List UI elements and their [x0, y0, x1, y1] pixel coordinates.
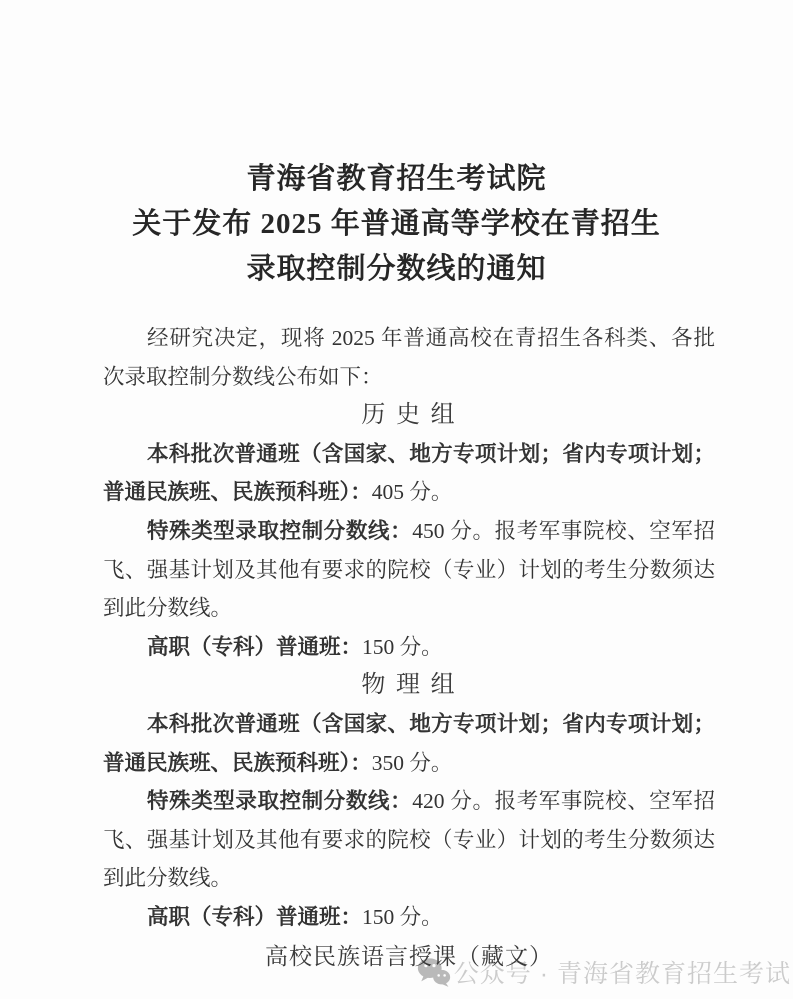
- physics-benke-line-1: [103, 705, 715, 744]
- history-benke-line-1: [103, 435, 715, 474]
- line-regular-text: 飞、强基计划及其他有要求的院校（专业）计划的考生分数须达: [103, 557, 715, 582]
- heading-text: 物 理 组: [361, 671, 457, 699]
- history-benke-line-2: [103, 473, 715, 512]
- section-heading-physics: [103, 666, 715, 705]
- physics-special-line-3: [103, 859, 715, 898]
- score-value: 420 分。报考军事院校、空军招: [412, 789, 715, 814]
- title-line-3: 录取控制分数线的通知: [246, 253, 547, 285]
- line-regular-text: 经研究决定，现将 2025 年普通高校在青招生各科类、各批: [147, 326, 715, 350]
- line-regular-text: 到此分数线。: [103, 596, 233, 621]
- heading-text: 历 史 组: [361, 401, 457, 429]
- line-bold-text: 普通民族班、民族预科班）：: [103, 480, 372, 505]
- score-value: 405 分。: [371, 480, 453, 505]
- score-value: 450 分。报考军事院校、空军招: [412, 518, 715, 543]
- physics-gaozhi-line: [103, 898, 715, 937]
- physics-special-line-2: [103, 821, 715, 860]
- history-special-line-2: [103, 551, 715, 590]
- line-bold-text: 高职（专科）普通班：: [147, 634, 363, 659]
- heading-text: 高校民族语言授课（藏文）: [265, 942, 553, 969]
- score-value: 350 分。: [371, 750, 453, 775]
- line-regular-text: 次录取控制分数线公布如下：: [103, 364, 383, 389]
- line-bold-text: 特殊类型录取控制分数线：: [147, 789, 413, 814]
- line-bold-text: 普通民族班、民族预科班）：: [103, 750, 372, 775]
- title-line-2: 关于发布 2025 年普通高等学校在青招生: [132, 208, 661, 240]
- intro-line-2: [103, 358, 715, 397]
- history-gaozhi-line: [103, 628, 715, 667]
- physics-special-line-1: [103, 782, 715, 821]
- line-bold-text: 本科批次普通班（含国家、地方专项计划；省内专项计划；: [147, 711, 715, 736]
- history-special-line-1: [103, 512, 715, 551]
- score-value: 150 分。: [362, 634, 443, 659]
- line-bold-text: 本科批次普通班（含国家、地方专项计划；省内专项计划；: [147, 441, 715, 466]
- watermark-text: 公众号 · 青海省教育招生考试: [453, 960, 791, 988]
- title-line-1: 青海省教育招生考试院: [246, 163, 547, 195]
- intro-line-1: [103, 319, 715, 358]
- line-regular-text: 到此分数线。: [103, 866, 233, 891]
- line-regular-text: 飞、强基计划及其他有要求的院校（专业）计划的考生分数须达: [103, 827, 715, 852]
- score-value: 150 分。: [362, 904, 443, 929]
- line-bold-text: 特殊类型录取控制分数线：: [147, 518, 413, 543]
- section-heading-tibetan: [103, 937, 715, 977]
- document-title: [0, 157, 793, 292]
- line-bold-text: 高职（专科）普通班：: [147, 904, 363, 929]
- section-heading-history: [103, 396, 715, 435]
- history-special-line-3: [103, 589, 715, 628]
- document-body: [103, 319, 715, 976]
- physics-benke-line-2: [103, 744, 715, 783]
